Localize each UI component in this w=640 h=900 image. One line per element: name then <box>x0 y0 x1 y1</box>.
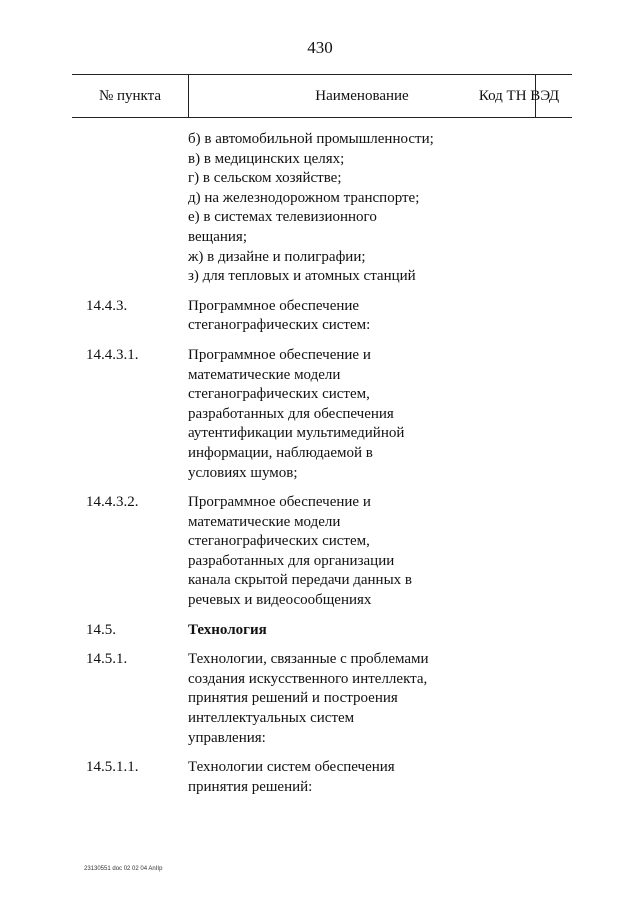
item-name-line: в) в медицинских целях; <box>188 150 345 167</box>
item-name-line: математические модели <box>188 513 341 530</box>
header-item-number: № пункта <box>98 88 162 104</box>
item-name <box>188 346 478 483</box>
item-name-line: з) для тепловых и атомных станций <box>188 268 416 285</box>
item-name-line: д) на железнодорожном транспорте; <box>188 189 420 206</box>
table-row <box>0 621 640 641</box>
item-number: 14.5.1.1. <box>86 759 139 776</box>
item-name-line: принятия решений и построения <box>188 690 398 707</box>
header-name: Наименование <box>188 75 536 117</box>
item-name-line: речевых и видеосообщениях <box>188 592 372 609</box>
header-code: Код ТН ВЭД <box>478 88 560 104</box>
item-name-line: создания искусственного интеллекта, <box>188 670 428 687</box>
item-name-line: стеганографических систем: <box>188 317 371 334</box>
item-name-line: Программное обеспечение и <box>188 346 371 363</box>
table-header <box>72 74 572 118</box>
item-name-line: б) в автомобильной промышленности; <box>188 131 434 147</box>
table-row <box>0 346 640 483</box>
item-name-line: е) в системах телевизионного <box>188 209 377 226</box>
item-name <box>188 758 478 797</box>
item-name-line: Программное обеспечение <box>188 297 360 314</box>
item-name-line: г) в сельском хозяйстве; <box>188 170 342 187</box>
item-name-line: условиях шумов; <box>188 464 298 481</box>
item-name-line: стеганографических систем, <box>188 386 370 403</box>
item-name-line: канала скрытой передачи данных в <box>188 572 412 589</box>
item-name-line: информации, наблюдаемой в <box>188 444 373 461</box>
item-name-line: интеллектуальных систем <box>188 710 355 727</box>
item-name-line: математические модели <box>188 366 341 383</box>
item-name-line: Технологии, связанные с проблемами <box>188 651 429 668</box>
item-name <box>188 621 478 641</box>
page-number: 430 <box>307 38 333 57</box>
table-row <box>0 758 640 797</box>
item-name-line: Программное обеспечение и <box>188 494 371 511</box>
item-name-line: вещания; <box>188 228 247 245</box>
item-name-line: разработанных для обеспечения <box>188 405 394 422</box>
item-number: 14.4.3.1. <box>86 346 139 363</box>
footer-reference: 23130551 doc 02 02 04 AnIIp <box>84 866 163 872</box>
item-name <box>188 650 478 748</box>
item-number: 14.4.3.2. <box>86 494 139 511</box>
item-name-line: принятия решений: <box>188 778 313 795</box>
table-row <box>0 297 640 336</box>
table-row <box>0 130 640 287</box>
item-name <box>188 297 478 336</box>
item-name-line: аутентификации мультимедийной <box>188 425 405 442</box>
table-row <box>0 493 640 611</box>
item-number: 14.5. <box>86 621 116 638</box>
item-name <box>188 130 478 287</box>
item-number: 14.5.1. <box>86 651 128 668</box>
item-number: 14.4.3. <box>86 297 128 314</box>
item-name-line: управления: <box>188 729 266 746</box>
item-name-line: разработанных для организации <box>188 552 395 569</box>
table-row <box>0 650 640 748</box>
item-name-line: стеганографических систем, <box>188 533 370 550</box>
table-body <box>0 130 640 807</box>
item-name-line: Технологии систем обеспечения <box>188 759 395 776</box>
item-name-line: ж) в дизайне и полиграфии; <box>188 248 366 265</box>
item-name-line: Технология <box>188 621 267 638</box>
item-name <box>188 493 478 611</box>
